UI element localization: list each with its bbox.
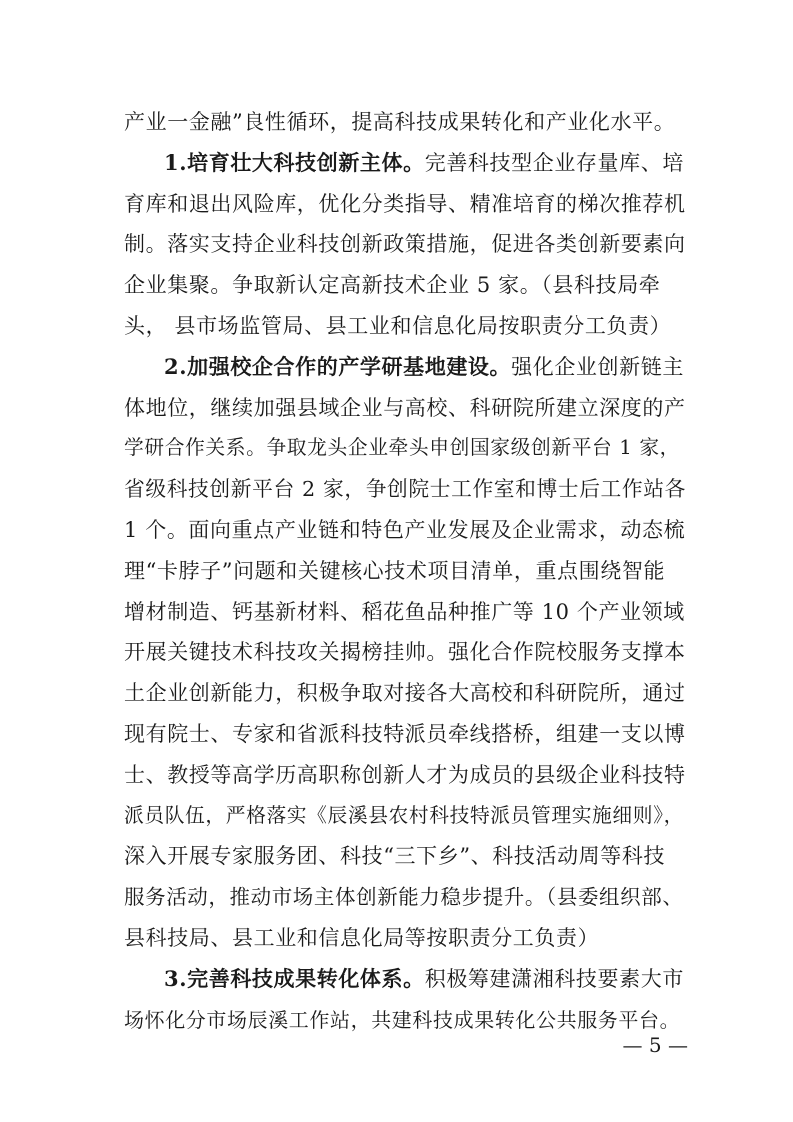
line-text: 产业一金融”良性循环，提高科技成果转化和产业化水平。 [124,110,676,134]
text-line [124,673,686,714]
line-text: 积极筹建潇湘科技要素大市 [424,966,684,991]
line-text: 企业集聚。争取新认定高新技术企业 5 家。（县科技局牵 [124,273,661,298]
text-line [124,102,686,143]
text-line [124,388,686,429]
line-text: 1 个。面向重点产业链和特色产业发展及企业需求，动态梳 [124,517,686,542]
line-text: 育库和退出风险库，优化分类指导、精准培育的梯次推荐机 [124,191,686,216]
section-heading-line [124,959,686,1000]
section-heading: 1.培育壮大科技创新主体。 [164,149,425,175]
line-text: 现有院士、专家和省派科技特派员牵线搭桥，组建一支以博 [124,721,686,746]
text-line [124,592,686,633]
text-line [124,306,686,347]
line-text: 体地位，继续加强县域企业与高校、科研院所建立深度的产 [124,395,686,420]
text-line [124,510,686,551]
line-text: 县科技局、县工业和信息化局等按职责分工负责） [124,925,600,950]
line-text: 头， 县市场监管局、县工业和信息化局按职责分工负责） [124,313,672,338]
section-heading-line [124,143,686,184]
line-text: 完善科技型企业存量库、培 [424,150,684,175]
text-line [124,551,686,592]
line-text: 深入开展专家服务团、科技“三下乡”、科技活动周等科技 [124,844,666,869]
body-text [124,102,686,1040]
line-text: 理“卡脖子”问题和关键核心技术项目清单，重点围绕智能 [124,558,666,583]
text-line [124,918,686,959]
line-text: 开展关键技术科技攻关揭榜挂帅。强化合作院校服务支撑本 [124,640,686,665]
text-line [124,632,686,673]
page-number: — 5 — [622,1033,688,1057]
line-text: 制。落实支持企业科技创新政策措施，促进各类创新要素向 [124,232,686,257]
line-text: 派员队伍，严格落实《辰溪县农村科技特派员管理实施细则》， [124,803,684,827]
text-line [124,469,686,510]
text-line [124,877,686,918]
section-heading: 2.加强校企合作的产学研基地建设。 [164,353,512,379]
line-text: 强化企业创新链主 [511,354,684,379]
line-text: 省级科技创新平台 2 家，争创院士工作室和博士后工作站各 [124,477,686,502]
line-text: 学研合作关系。争取龙头企业牵头申创国家级创新平台 1 家， [124,436,681,460]
line-text: 土企业创新能力，积极争取对接各大高校和科研院所，通过 [124,681,686,706]
text-line [124,755,686,796]
line-text: 士、教授等高学历高职称创新人才为成员的县级企业科技特 [124,762,686,787]
text-line [124,224,686,265]
text-line [124,796,686,837]
text-line [124,428,686,469]
line-text: 服务活动，推动市场主体创新能力稳步提升。（县委组织部、 [124,885,684,910]
section-heading-line [124,347,686,388]
line-text: 场怀化分市场辰溪工作站，共建科技成果转化公共服务平台。 [124,1007,681,1032]
text-line [124,265,686,306]
text-line [124,836,686,877]
text-line [124,184,686,225]
section-heading: 3.完善科技成果转化体系。 [164,965,425,991]
text-line [124,714,686,755]
line-text: 增材制造、钙基新材料、稻花鱼品种推广等 10 个产业领域 [124,599,685,624]
